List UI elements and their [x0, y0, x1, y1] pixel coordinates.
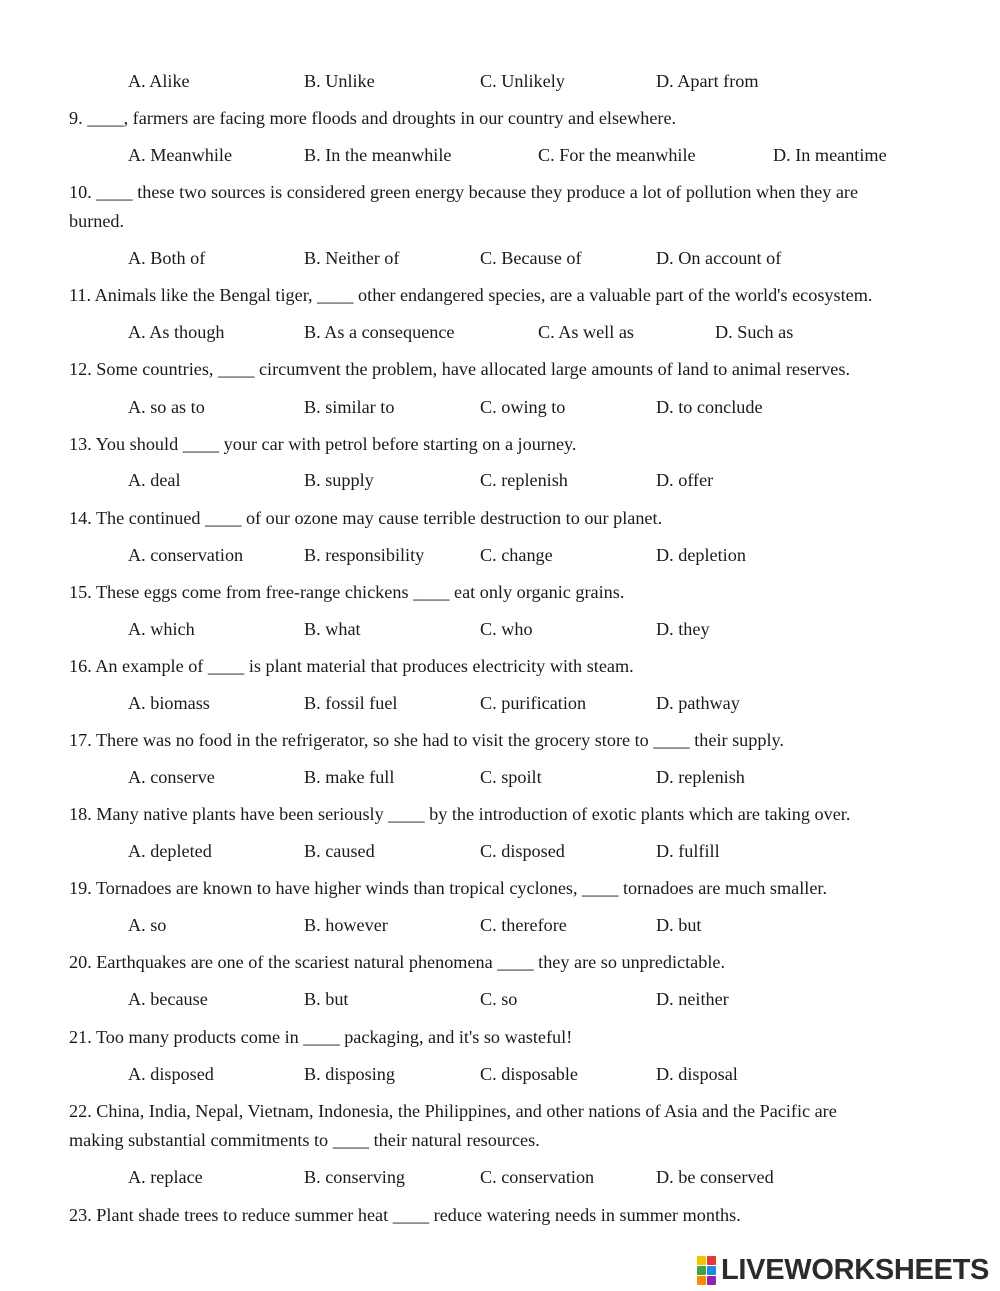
option-a[interactable]: A. replace — [128, 1167, 203, 1187]
option-b[interactable]: B. what — [304, 619, 361, 639]
option-b[interactable]: B. similar to — [304, 397, 395, 417]
question-text-continued: burned. — [69, 211, 125, 231]
option-b[interactable]: B. caused — [304, 841, 375, 861]
option-d[interactable]: D. but — [656, 915, 702, 935]
logo-text: LIVEWORKSHEETS — [721, 1253, 990, 1286]
option-d[interactable]: D. offer — [656, 470, 714, 490]
logo-block — [697, 1276, 706, 1285]
option-c[interactable]: C. As well as — [538, 322, 634, 342]
question-text: 14. The continued ____ of our ozone may cause terrible destruction to our planet. — [69, 508, 663, 528]
option-c[interactable]: C. For the meanwhile — [538, 145, 696, 165]
option-c[interactable]: C. so — [480, 989, 518, 1009]
option-b[interactable]: B. however — [304, 915, 388, 935]
option-a[interactable]: A. so as to — [128, 397, 205, 417]
option-c[interactable]: C. disposed — [480, 841, 565, 861]
logo-block — [697, 1256, 706, 1265]
option-b[interactable]: B. As a consequence — [304, 322, 455, 342]
liveworksheets-logo[interactable] — [697, 1254, 989, 1286]
question-text: 16. An example of ____ is plant material that produces electricity with steam. — [69, 656, 634, 676]
option-d[interactable]: D. replenish — [656, 767, 745, 787]
option-d[interactable]: D. be conserved — [656, 1167, 774, 1187]
option-d[interactable]: D. fulfill — [656, 841, 720, 861]
option-a[interactable]: A. depleted — [128, 841, 212, 861]
option-b[interactable]: B. Neither of — [304, 248, 400, 268]
option-b[interactable]: B. disposing — [304, 1064, 395, 1084]
option-a[interactable]: A. Alike — [128, 71, 190, 91]
logo-block — [707, 1256, 716, 1265]
option-b[interactable]: B. conserving — [304, 1167, 406, 1187]
option-c[interactable]: C. conservation — [480, 1167, 595, 1187]
question-text: 19. Tornadoes are known to have higher winds than tropical cyclones, ____ tornadoes are much smaller. — [69, 878, 828, 898]
option-d[interactable]: D. to conclude — [656, 397, 763, 417]
option-d[interactable]: D. In meantime — [773, 145, 887, 165]
option-a[interactable]: A. which — [128, 619, 195, 639]
option-d[interactable]: D. neither — [656, 989, 729, 1009]
logo-block — [697, 1266, 706, 1275]
option-b[interactable]: B. make full — [304, 767, 395, 787]
option-a[interactable]: A. Meanwhile — [128, 145, 233, 165]
question-text: 23. Plant shade trees to reduce summer heat ____ reduce watering needs in summer months. — [69, 1205, 741, 1225]
option-a[interactable]: A. deal — [128, 470, 181, 490]
option-c[interactable]: C. change — [480, 545, 553, 565]
option-a[interactable]: A. Both of — [128, 248, 206, 268]
option-d[interactable]: D. Apart from — [656, 71, 759, 91]
option-a[interactable]: A. so — [128, 915, 167, 935]
option-b[interactable]: B. fossil fuel — [304, 693, 398, 713]
option-d[interactable]: D. they — [656, 619, 710, 639]
option-a[interactable]: A. disposed — [128, 1064, 214, 1084]
question-text: 10. ____ these two sources is considered green energy because they produce a lot of pollution when they are — [69, 182, 859, 202]
option-a[interactable]: A. biomass — [128, 693, 210, 713]
question-text: 20. Earthquakes are one of the scariest natural phenomena ____ they are so unpredictable. — [69, 952, 726, 972]
option-b[interactable]: B. Unlike — [304, 71, 375, 91]
option-d[interactable]: D. depletion — [656, 545, 746, 565]
option-d[interactable]: D. disposal — [656, 1064, 738, 1084]
option-b[interactable]: B. but — [304, 989, 349, 1009]
option-b[interactable]: B. In the meanwhile — [304, 145, 452, 165]
logo-blocks-icon — [697, 1256, 716, 1285]
option-c[interactable]: C. who — [480, 619, 533, 639]
option-a[interactable]: A. conserve — [128, 767, 215, 787]
option-c[interactable]: C. purification — [480, 693, 587, 713]
option-a[interactable]: A. As though — [128, 322, 225, 342]
question-text: 9. ____, farmers are facing more floods and droughts in our country and elsewhere. — [69, 108, 677, 128]
option-c[interactable]: C. owing to — [480, 397, 566, 417]
option-c[interactable]: C. spoilt — [480, 767, 542, 787]
question-text: 18. Many native plants have been seriously ____ by the introduction of exotic plants which are taking over. — [69, 804, 851, 824]
option-c[interactable]: C. disposable — [480, 1064, 579, 1084]
question-text-continued: making substantial commitments to ____ their natural resources. — [69, 1130, 540, 1150]
question-text: 12. Some countries, ____ circumvent the problem, have allocated large amounts of land to animal reserves. — [69, 359, 850, 379]
option-c[interactable]: C. therefore — [480, 915, 567, 935]
question-text: 21. Too many products come in ____ packaging, and it's so wasteful! — [69, 1027, 573, 1047]
option-c[interactable]: C. replenish — [480, 470, 568, 490]
question-text: 11. Animals like the Bengal tiger, ____ other endangered species, are a valuable part of the world's ecosystem. — [69, 285, 873, 305]
logo-block — [707, 1266, 716, 1275]
question-text: 22. China, India, Nepal, Vietnam, Indonesia, the Philippines, and other nations of Asia and the Pacific are — [69, 1101, 837, 1121]
option-a[interactable]: A. because — [128, 989, 208, 1009]
option-c[interactable]: C. Unlikely — [480, 71, 565, 91]
option-d[interactable]: D. pathway — [656, 693, 740, 713]
option-a[interactable]: A. conservation — [128, 545, 244, 565]
option-d[interactable]: D. On account of — [656, 248, 782, 268]
option-c[interactable]: C. Because of — [480, 248, 582, 268]
logo-block — [707, 1276, 716, 1285]
question-text: 17. There was no food in the refrigerator, so she had to visit the grocery store to ____ their supply. — [69, 730, 784, 750]
question-text: 15. These eggs come from free-range chickens ____ eat only organic grains. — [69, 582, 625, 602]
question-text: 13. You should ____ your car with petrol before starting on a journey. — [69, 434, 577, 454]
option-b[interactable]: B. responsibility — [304, 545, 425, 565]
option-d[interactable]: D. Such as — [715, 322, 794, 342]
option-b[interactable]: B. supply — [304, 470, 374, 490]
